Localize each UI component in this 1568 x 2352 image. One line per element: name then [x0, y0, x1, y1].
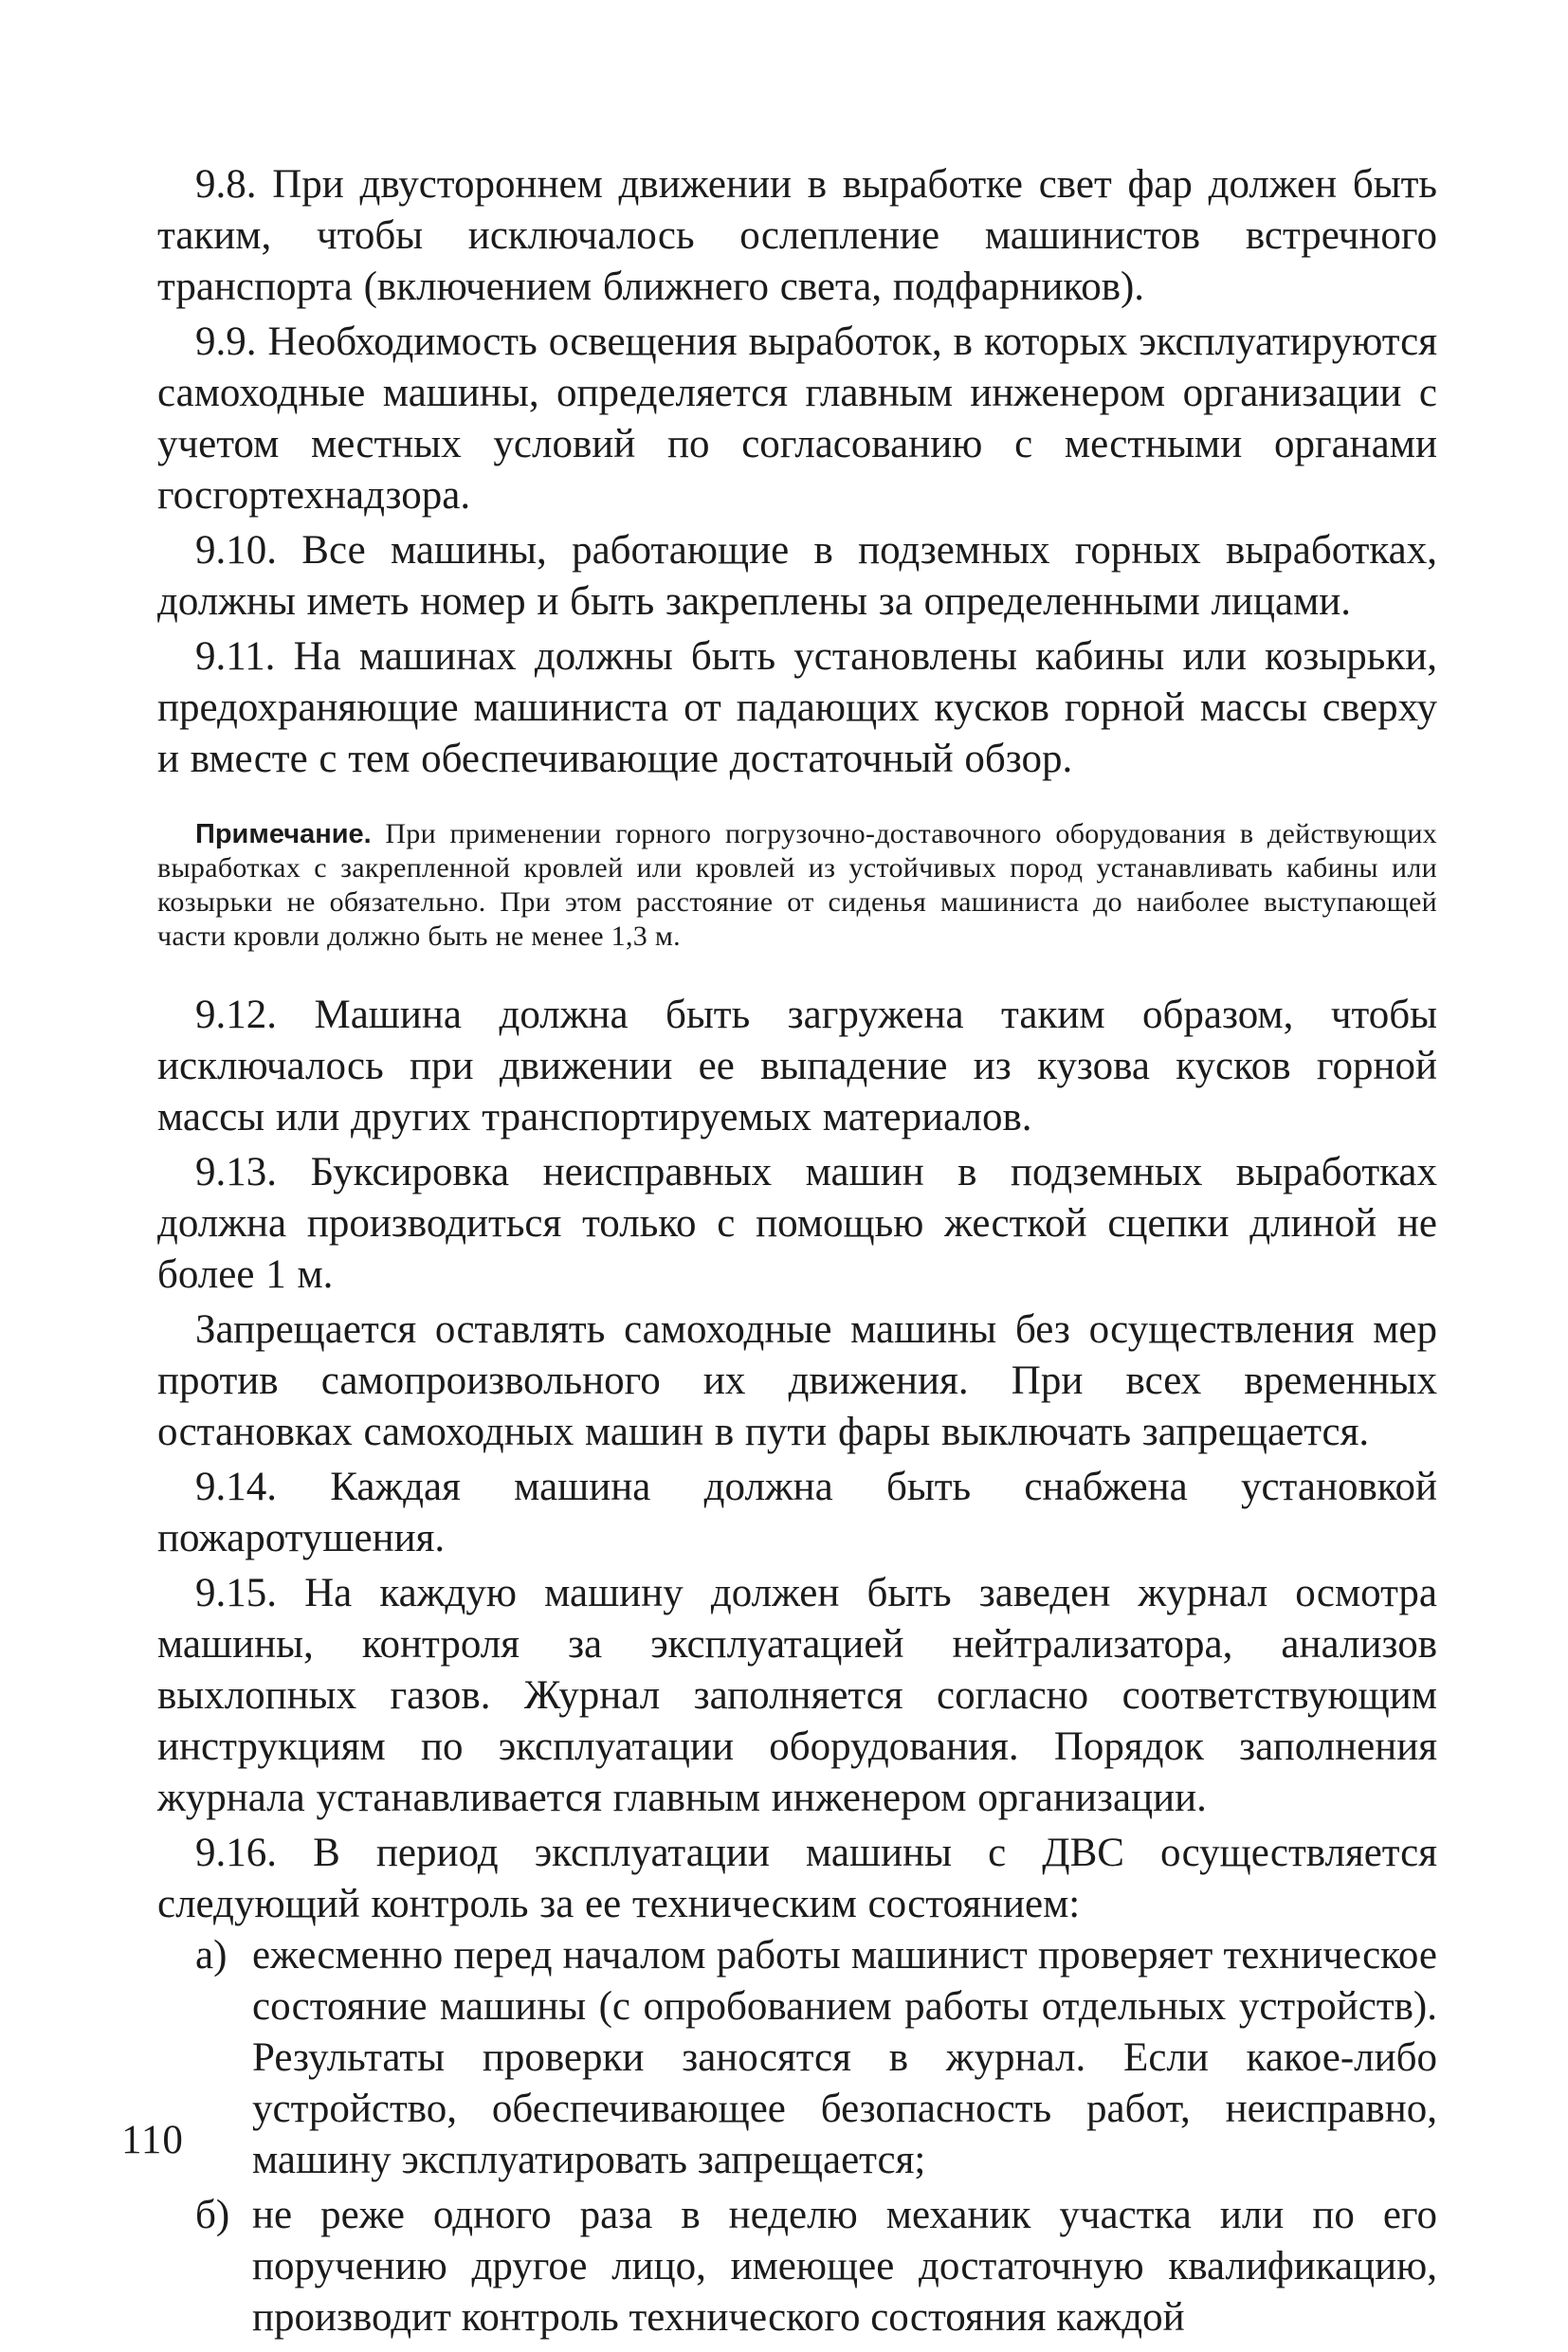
note-text: При применении горного погрузочно-доставочного оборудования в действующих выработках с закрепленной кровлей или кровлей из устойчивых пород устанавливать кабины или козырьки не обязательно. При этом расстояние от сиденья машиниста до наиболее выступающей части кровли должно быть не менее 1,3 м.	[157, 818, 1437, 952]
paragraph-prohibition: Запрещается оставлять самоходные машины без осуществления мер против самопроизвольного их движения. При всех временных остановках самоходных машин в пути фары выключать запрещается.	[157, 1307, 1437, 1454]
paragraph-9-10: 9.10. Все машины, работающие в подземных горных выработках, должны иметь номер и быть закреплены за определенными лицами.	[157, 528, 1437, 624]
list-item	[157, 1930, 1437, 2186]
control-list	[157, 1930, 1437, 2343]
paragraph-9-14: 9.14. Каждая машина должна быть снабжена установкой пожаротушения.	[157, 1465, 1437, 1560]
paragraph-9-16: 9.16. В период эксплуатации машины с ДВС осуществляется следующий контроль за ее техническим состоянием:	[157, 1831, 1437, 1926]
paragraph-9-8: 9.8. При двустороннем движении в выработке свет фар должен быть таким, чтобы исключалось ослепление машинистов встречного транспорта (включением ближнего света, подфарников).	[157, 162, 1437, 309]
list-item	[157, 2190, 1437, 2343]
list-item-text: не реже одного раза в неделю механик участка или по его поручению другое лицо, имеющее достаточную квалификацию, производит контроль технического состояния каждой	[252, 2193, 1437, 2340]
list-marker: а)	[195, 1933, 228, 1978]
paragraph-9-13: 9.13. Буксировка неисправных машин в подземных выработках должна производиться только с помощью жесткой сцепки длиной не более 1 м.	[157, 1150, 1437, 1297]
page-body	[157, 159, 1437, 2343]
paragraph-9-15: 9.15. На каждую машину должен быть заведен журнал осмотра машины, контроля за эксплуатацией нейтрализатора, анализов выхлопных газов. Журнал заполняется согласно соответствующим инструкциям по эксплуатации оборудования. Порядок заполнения журнала устанавливается главным инженером организации.	[157, 1571, 1437, 1820]
note-label: Примечание.	[195, 819, 372, 849]
note-block	[157, 817, 1437, 954]
list-marker: б)	[195, 2193, 230, 2237]
list-item-text: ежесменно перед началом работы машинист проверяет техническое состояние машины (с опробованием работы отдельных устройств). Результаты проверки заносятся в журнал. Если какое-либо устройство, обеспечивающее безопасность работ, неисправно, машину эксплуатировать запрещается;	[252, 1933, 1437, 2182]
page-number: 110	[121, 2118, 184, 2162]
paragraph-9-11: 9.11. На машинах должны быть установлены кабины или козырьки, предохраняющие машиниста от падающих кусков горной массы сверху и вместе с тем обеспечивающие достаточный обзор.	[157, 634, 1437, 781]
paragraph-9-12: 9.12. Машина должна быть загружена таким образом, чтобы исключалось при движении ее выпадение из кузова кусков горной массы или других транспортируемых материалов.	[157, 993, 1437, 1140]
paragraph-9-9: 9.9. Необходимость освещения выработок, в которых эксплуатируются самоходные машины, определяется главным инженером организации с учетом местных условий по согласованию с местными органами госгортехнадзора.	[157, 319, 1437, 518]
